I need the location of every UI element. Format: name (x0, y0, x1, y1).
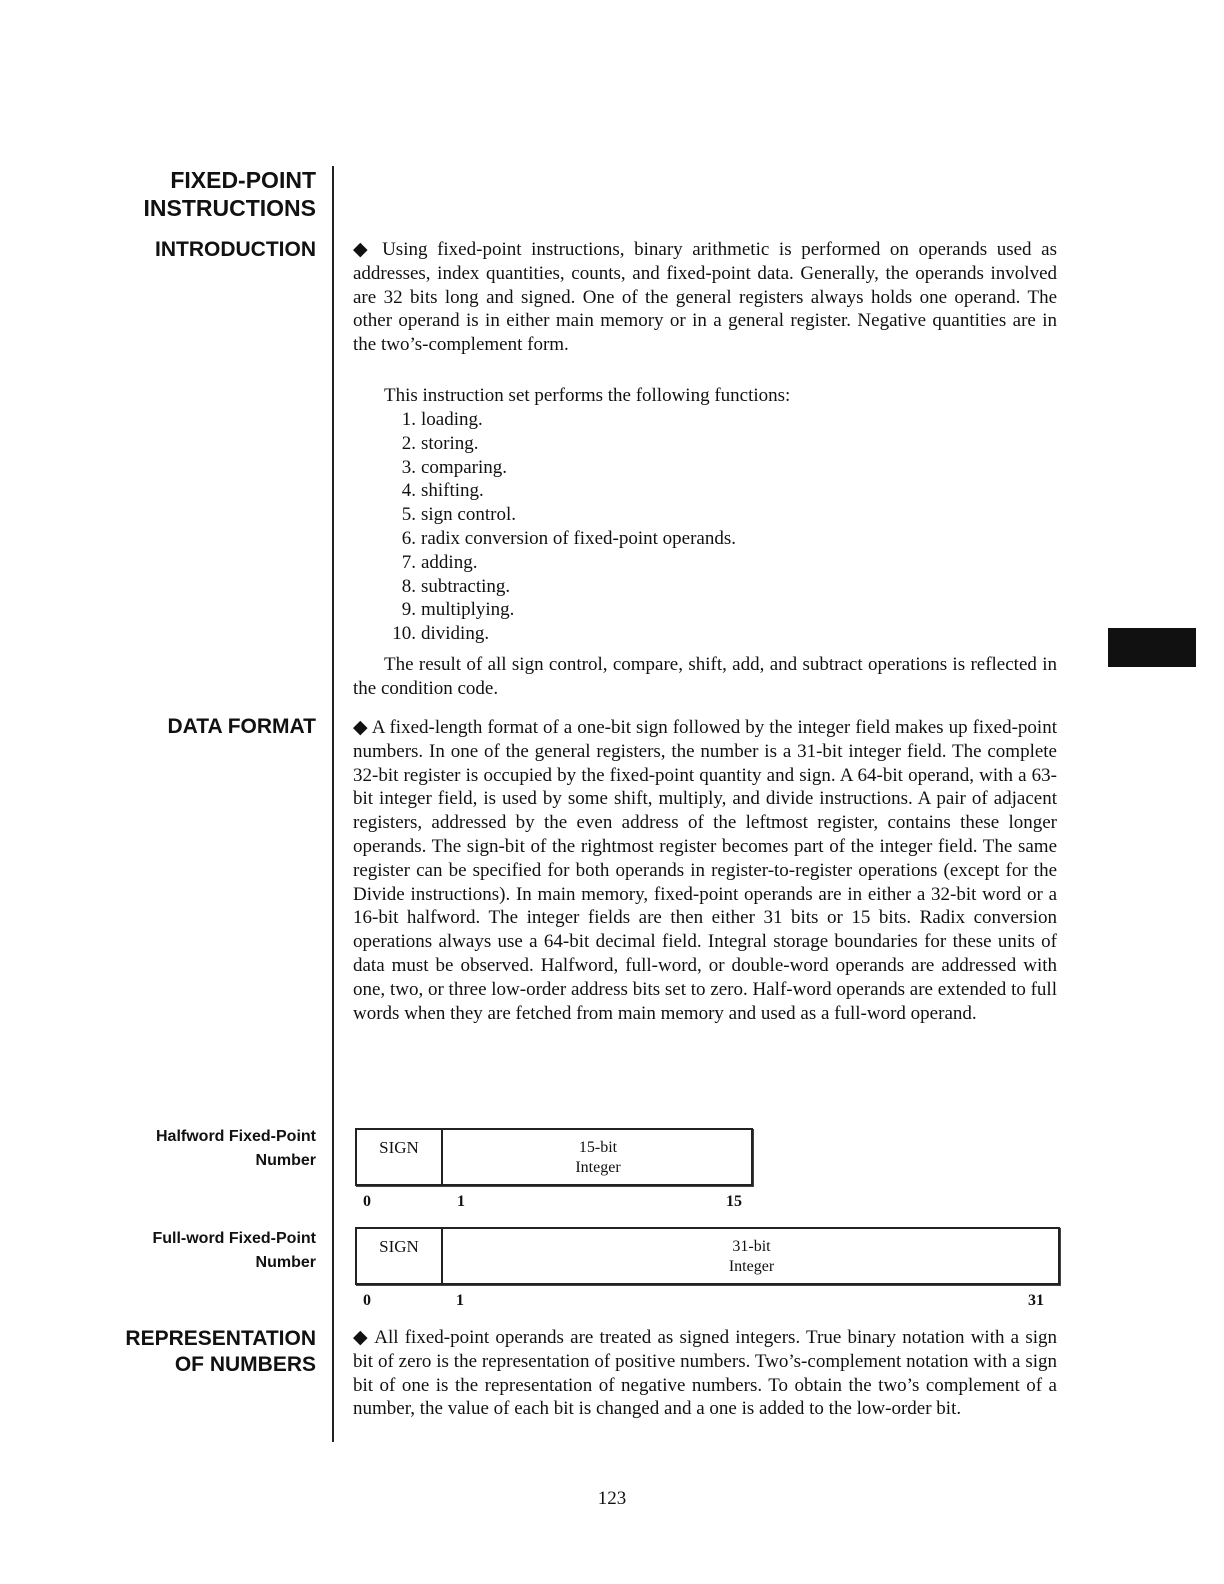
bit-label-31: 31 (1028, 1292, 1044, 1309)
sign-field: SIGN (357, 1130, 443, 1184)
list-item: 7. adding. (401, 551, 478, 573)
bit-label-15: 15 (726, 1193, 742, 1210)
function-list (384, 408, 736, 646)
section-title: FIXED-POINT INSTRUCTIONS (143, 167, 316, 221)
list-item: 5. sign control. (401, 504, 516, 526)
section-thumb-tab (1108, 628, 1196, 667)
sign-field: SIGN (357, 1229, 443, 1283)
list-item: 3. comparing. (401, 456, 508, 478)
intro-lead: This instruction set performs the following functions: (384, 385, 791, 406)
list-item: 10. dividing. (392, 623, 490, 645)
halfword-format-diagram (355, 1128, 753, 1186)
heading-data-format: DATA FORMAT (167, 715, 316, 738)
intro-paragraph: ◆ Using fixed-point instructions, binary arithmetic is performed on operands used as addresses, index quantities, counts, and fixed-point data. Generally, the operands involved are 32 bits long and signed. One of the general registers always holds one operand. The other operand is in either main memory or in a general register. Negative quantities are in the two’s-complement form. (353, 239, 1057, 356)
integer-field: 15-bit Integer (575, 1139, 621, 1176)
list-item: 4. shifting. (401, 480, 484, 502)
representation-paragraph: ◆ All fixed-point operands are treated as signed integers. True binary notation with a sign bit of zero is the representation of positive numbers. Two’s-complement notation with a sign bit of one is the representation of negative numbers. To obtain the two’s complement of a number, the value of each bit is changed and a one is added to the low-order bit. (353, 1327, 1057, 1420)
heading-introduction: INTRODUCTION (155, 238, 316, 261)
list-item: 2. storing. (401, 432, 479, 454)
list-item: 1. loading. (401, 409, 483, 430)
bit-label-1: 1 (457, 1193, 465, 1210)
list-item: 8. subtracting. (401, 575, 511, 597)
data-format-paragraph: ◆ A fixed-length format of a one-bit sign followed by the integer field makes up fixed-point numbers. In one of the general registers, the number is a 31-bit integer field. The complete 32-bit register is occupied by the fixed-point quantity and sign. A 64-bit operand, with a 63-bit integer field, is used by some shift, multiply, and divide instructions. A pair of adjacent registers, addressed by the even address of the leftmost register, contains these longer operands. The sign-bit of the rightmost register becomes part of the integer field. The same register can be specified for both operands in register-to-register operations (except for the Divide instructions). In main memory, fixed-point operands are in either a 32-bit word or a 16-bit halfword. The integer fields are then either 31 bits or 15 bits. Radix conversion operations always use a 64-bit decimal field. Integral storage boundaries for these units of data must be observed. Halfword, full-word, or double-word operands are addressed with one, two, or three low-order address bits set to zero. Half-word operands are extended to full words when they are fetched from main memory and used as a full-word operand. (353, 717, 1057, 1024)
bit-label-0: 0 (363, 1292, 371, 1309)
page-number: 123 (597, 1488, 627, 1509)
list-item: 6. radix conversion of fixed-point operands. (401, 527, 736, 549)
heading-fullword-number: Full-word Fixed-Point Number (152, 1230, 316, 1271)
list-item: 9. multiplying. (401, 599, 515, 621)
heading-halfword-number: Halfword Fixed-Point Number (156, 1128, 316, 1169)
bit-label-1: 1 (456, 1292, 464, 1309)
column-divider (332, 166, 334, 1442)
bit-label-0: 0 (363, 1193, 371, 1210)
integer-field: 31-bit Integer (728, 1238, 775, 1275)
fullword-format-diagram (355, 1227, 1060, 1285)
heading-representation: REPRESENTATION OF NUMBERS (125, 1327, 316, 1376)
condition-code-paragraph: The result of all sign control, compare, shift, add, and subtract operations is reflected in the condition code. (353, 654, 1057, 699)
